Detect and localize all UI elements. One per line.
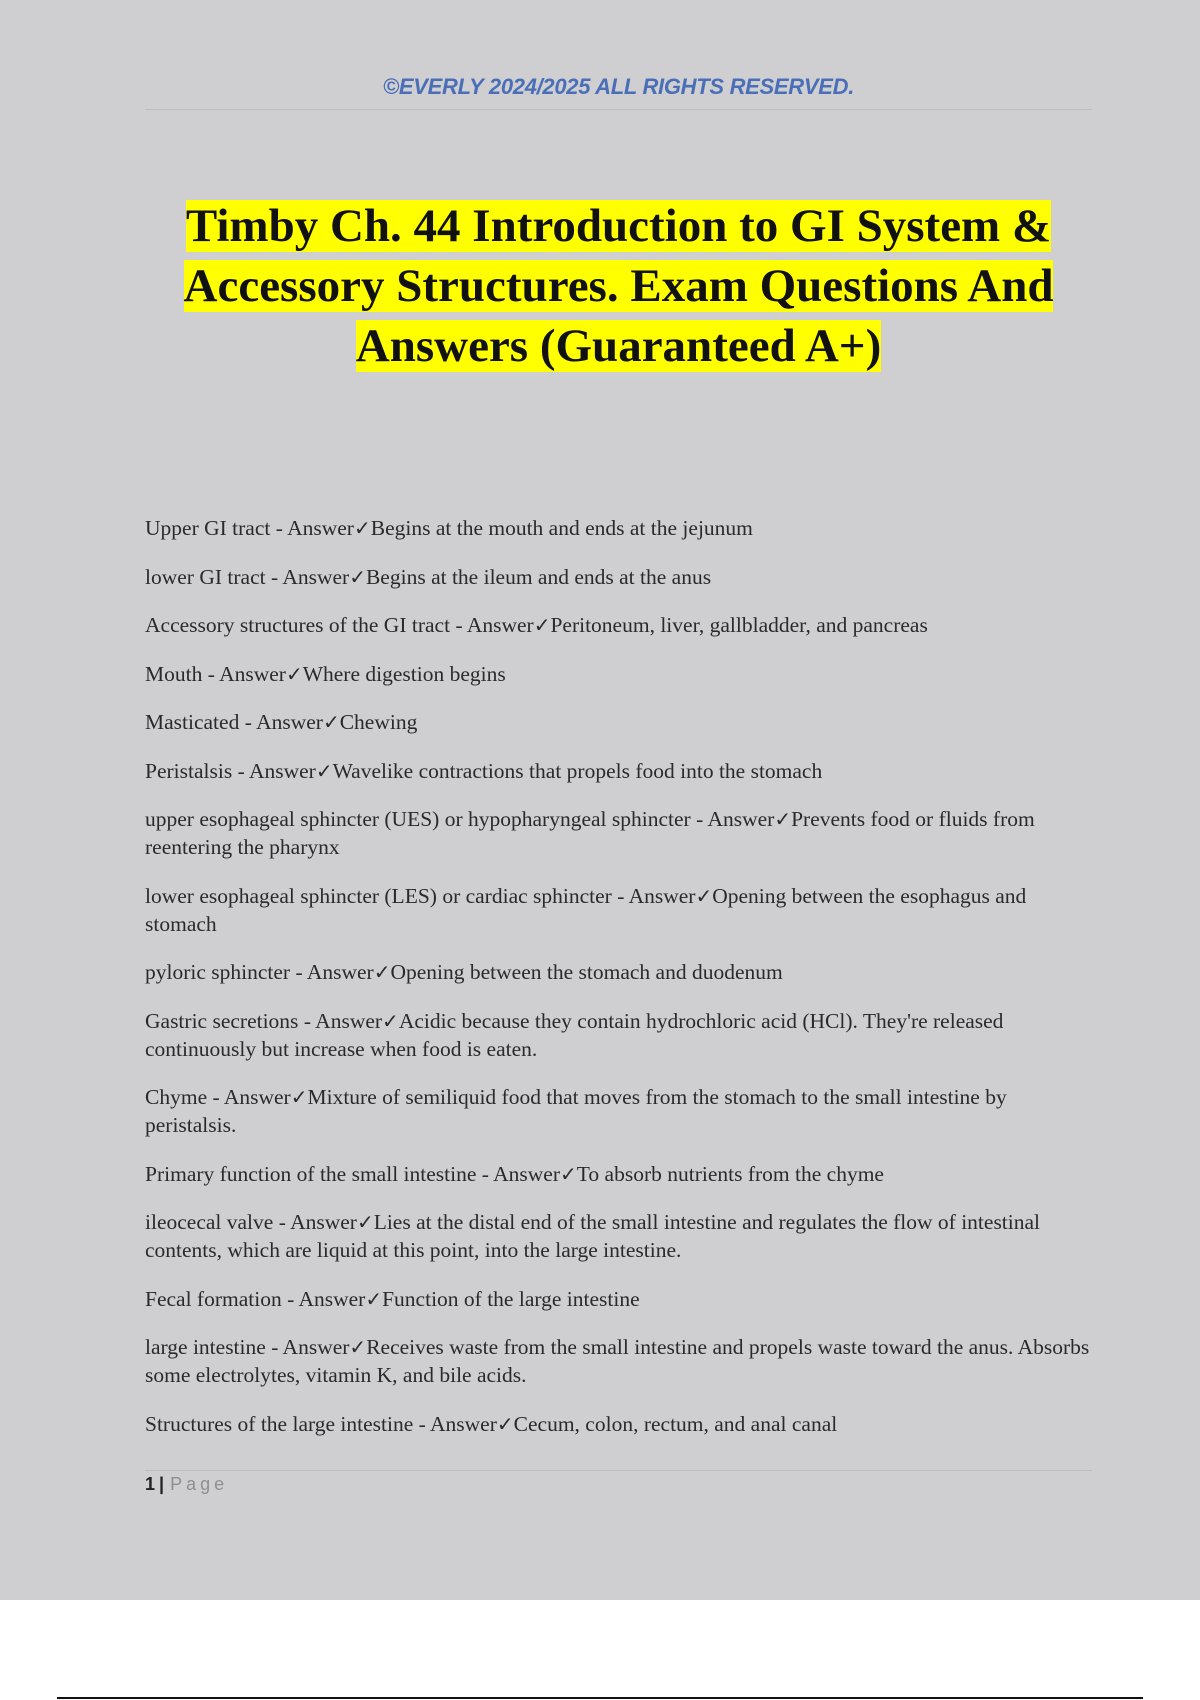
title-line: Timby Ch. 44 Introduction to GI System &	[185, 200, 1052, 252]
qa-item	[145, 882, 1095, 938]
qa-term: Primary function of the small intestine	[145, 1161, 477, 1186]
check-icon: ✓	[533, 613, 551, 637]
qa-item	[145, 708, 1095, 736]
qa-item	[145, 660, 1095, 688]
page-footer	[145, 1474, 228, 1495]
qa-item	[145, 1410, 1095, 1438]
answer-label: Answer	[315, 1008, 383, 1033]
qa-answer: To absorb nutrients from the chyme	[576, 1161, 884, 1186]
qa-separator: -	[207, 1085, 224, 1109]
qa-answer: Peritoneum, liver, gallbladder, and pancreas	[550, 613, 928, 637]
check-icon: ✓	[290, 1085, 308, 1109]
answer-label: Answer	[223, 1085, 291, 1109]
check-icon: ✓	[349, 564, 366, 589]
qa-item	[145, 514, 1095, 542]
answer-label: Answer	[493, 1161, 561, 1186]
document-title	[145, 196, 1092, 376]
qa-term: lower GI tract	[145, 564, 266, 589]
check-icon: ✓	[382, 1008, 399, 1033]
qa-term: upper esophageal sphincter (UES) or hypopharyngeal sphincter	[145, 807, 691, 831]
check-icon: ✓	[373, 960, 391, 984]
header-divider	[145, 109, 1092, 110]
qa-separator: -	[273, 1210, 291, 1234]
qa-term: Peristalsis	[145, 758, 233, 783]
qa-answer: Acidic because they contain hydrochloric acid (HCl). They're released continuously but increase when food is eaten.	[145, 1008, 1004, 1061]
title-line: Answers (Guaranteed A+)	[355, 320, 882, 372]
page-label: Page	[170, 1474, 229, 1494]
qa-item	[145, 1007, 1095, 1063]
qa-separator: -	[450, 613, 467, 637]
answer-label: Answer	[298, 1286, 366, 1311]
qa-separator: -	[265, 564, 283, 589]
qa-item	[145, 611, 1095, 639]
answer-label: Answer	[287, 516, 354, 540]
qa-term: Chyme	[145, 1085, 208, 1109]
check-icon: ✓	[496, 1411, 514, 1436]
answer-label: Answer	[256, 710, 323, 734]
qa-answer: Wavelike contractions that propels food into the stomach	[332, 758, 823, 783]
qa-term: Accessory structures of the GI tract	[145, 613, 451, 637]
qa-separator: -	[239, 710, 257, 734]
title-line: Accessory Structures. Exam Questions And	[183, 260, 1054, 312]
qa-item	[145, 805, 1095, 861]
answer-label: Answer	[282, 1335, 350, 1359]
answer-label: Answer	[628, 883, 696, 908]
qa-answer: Chewing	[339, 710, 418, 734]
qa-item	[145, 757, 1095, 785]
copyright-header: ©EVERLY 2024/2025 ALL RIGHTS RESERVED.	[382, 74, 855, 99]
qa-answer: Begins at the ileum and ends at the anus	[365, 564, 712, 589]
qa-separator: -	[476, 1161, 494, 1186]
qa-separator: -	[270, 516, 288, 540]
qa-term: Fecal formation	[145, 1286, 282, 1311]
qa-separator: -	[413, 1411, 431, 1436]
check-icon: ✓	[322, 710, 340, 734]
qa-separator: -	[265, 1335, 283, 1359]
check-icon: ✓	[695, 883, 713, 908]
qa-separator: -	[611, 883, 629, 908]
answer-label: Answer	[219, 661, 286, 686]
qa-item	[145, 1160, 1095, 1188]
qa-item	[145, 1333, 1095, 1389]
qa-term: pyloric sphincter	[145, 960, 291, 984]
qa-separator: -	[290, 960, 307, 984]
qa-item	[145, 958, 1095, 986]
check-icon: ✓	[349, 1335, 367, 1359]
qa-answer: Opening between the esophagus and stomach	[145, 883, 1027, 936]
qa-term: ileocecal valve	[145, 1210, 274, 1234]
check-icon: ✓	[365, 1286, 383, 1311]
qa-item	[145, 563, 1095, 591]
qa-answer: Receives waste from the small intestine and propels waste toward the anus. Absorbs some electrolytes, vitamin K, and bile acids.	[145, 1335, 1090, 1387]
qa-term: Structures of the large intestine	[145, 1411, 414, 1436]
qa-answer: Mixture of semiliquid food that moves from the stomach to the small intestine by peristalsis.	[145, 1085, 1007, 1137]
answer-label: Answer	[466, 613, 534, 637]
answer-label: Answer	[430, 1411, 497, 1436]
bottom-rule	[57, 1697, 1143, 1699]
qa-answer: Cecum, colon, rectum, and anal canal	[513, 1411, 838, 1436]
qa-term: large intestine	[145, 1335, 266, 1359]
qa-separator: -	[690, 807, 708, 831]
check-icon: ✓	[353, 516, 371, 540]
qa-answer: Prevents food or fluids from reentering the pharynx	[145, 807, 1035, 859]
qa-item	[145, 1208, 1095, 1264]
answer-label: Answer	[248, 758, 316, 783]
qa-answer: Lies at the distal end of the small intestine and regulates the flow of intestinal contents, which are liquid at this point, into the large intestine.	[145, 1210, 1041, 1262]
qa-term: Gastric secretions	[145, 1008, 299, 1033]
check-icon: ✓	[356, 1210, 374, 1234]
qa-term: lower esophageal sphincter (LES) or cardiac sphincter	[145, 883, 612, 908]
check-icon: ✓	[315, 758, 333, 783]
qa-separator: -	[281, 1286, 299, 1311]
check-icon: ✓	[774, 807, 792, 831]
qa-separator: -	[298, 1008, 316, 1033]
answer-label: Answer	[306, 960, 374, 984]
qa-answer: Opening between the stomach and duodenum	[390, 960, 783, 984]
answer-label: Answer	[282, 564, 350, 589]
qa-separator: -	[202, 661, 220, 686]
check-icon: ✓	[285, 661, 303, 686]
footer-separator: |	[159, 1474, 165, 1494]
qa-term: Mouth	[145, 661, 203, 686]
answer-label: Answer	[707, 807, 775, 831]
qa-list	[145, 514, 1095, 1458]
qa-item	[145, 1083, 1095, 1139]
page-number: 1	[145, 1474, 156, 1494]
qa-separator: -	[232, 758, 249, 783]
qa-answer: Where digestion begins	[302, 661, 506, 686]
answer-label: Answer	[290, 1210, 357, 1234]
qa-term: Upper GI tract	[145, 516, 271, 540]
check-icon: ✓	[560, 1161, 577, 1186]
qa-term: Masticated	[145, 710, 240, 734]
qa-item	[145, 1285, 1095, 1313]
qa-answer: Function of the large intestine	[382, 1286, 640, 1311]
footer-divider	[145, 1470, 1092, 1471]
qa-answer: Begins at the mouth and ends at the jejunum	[370, 516, 753, 540]
